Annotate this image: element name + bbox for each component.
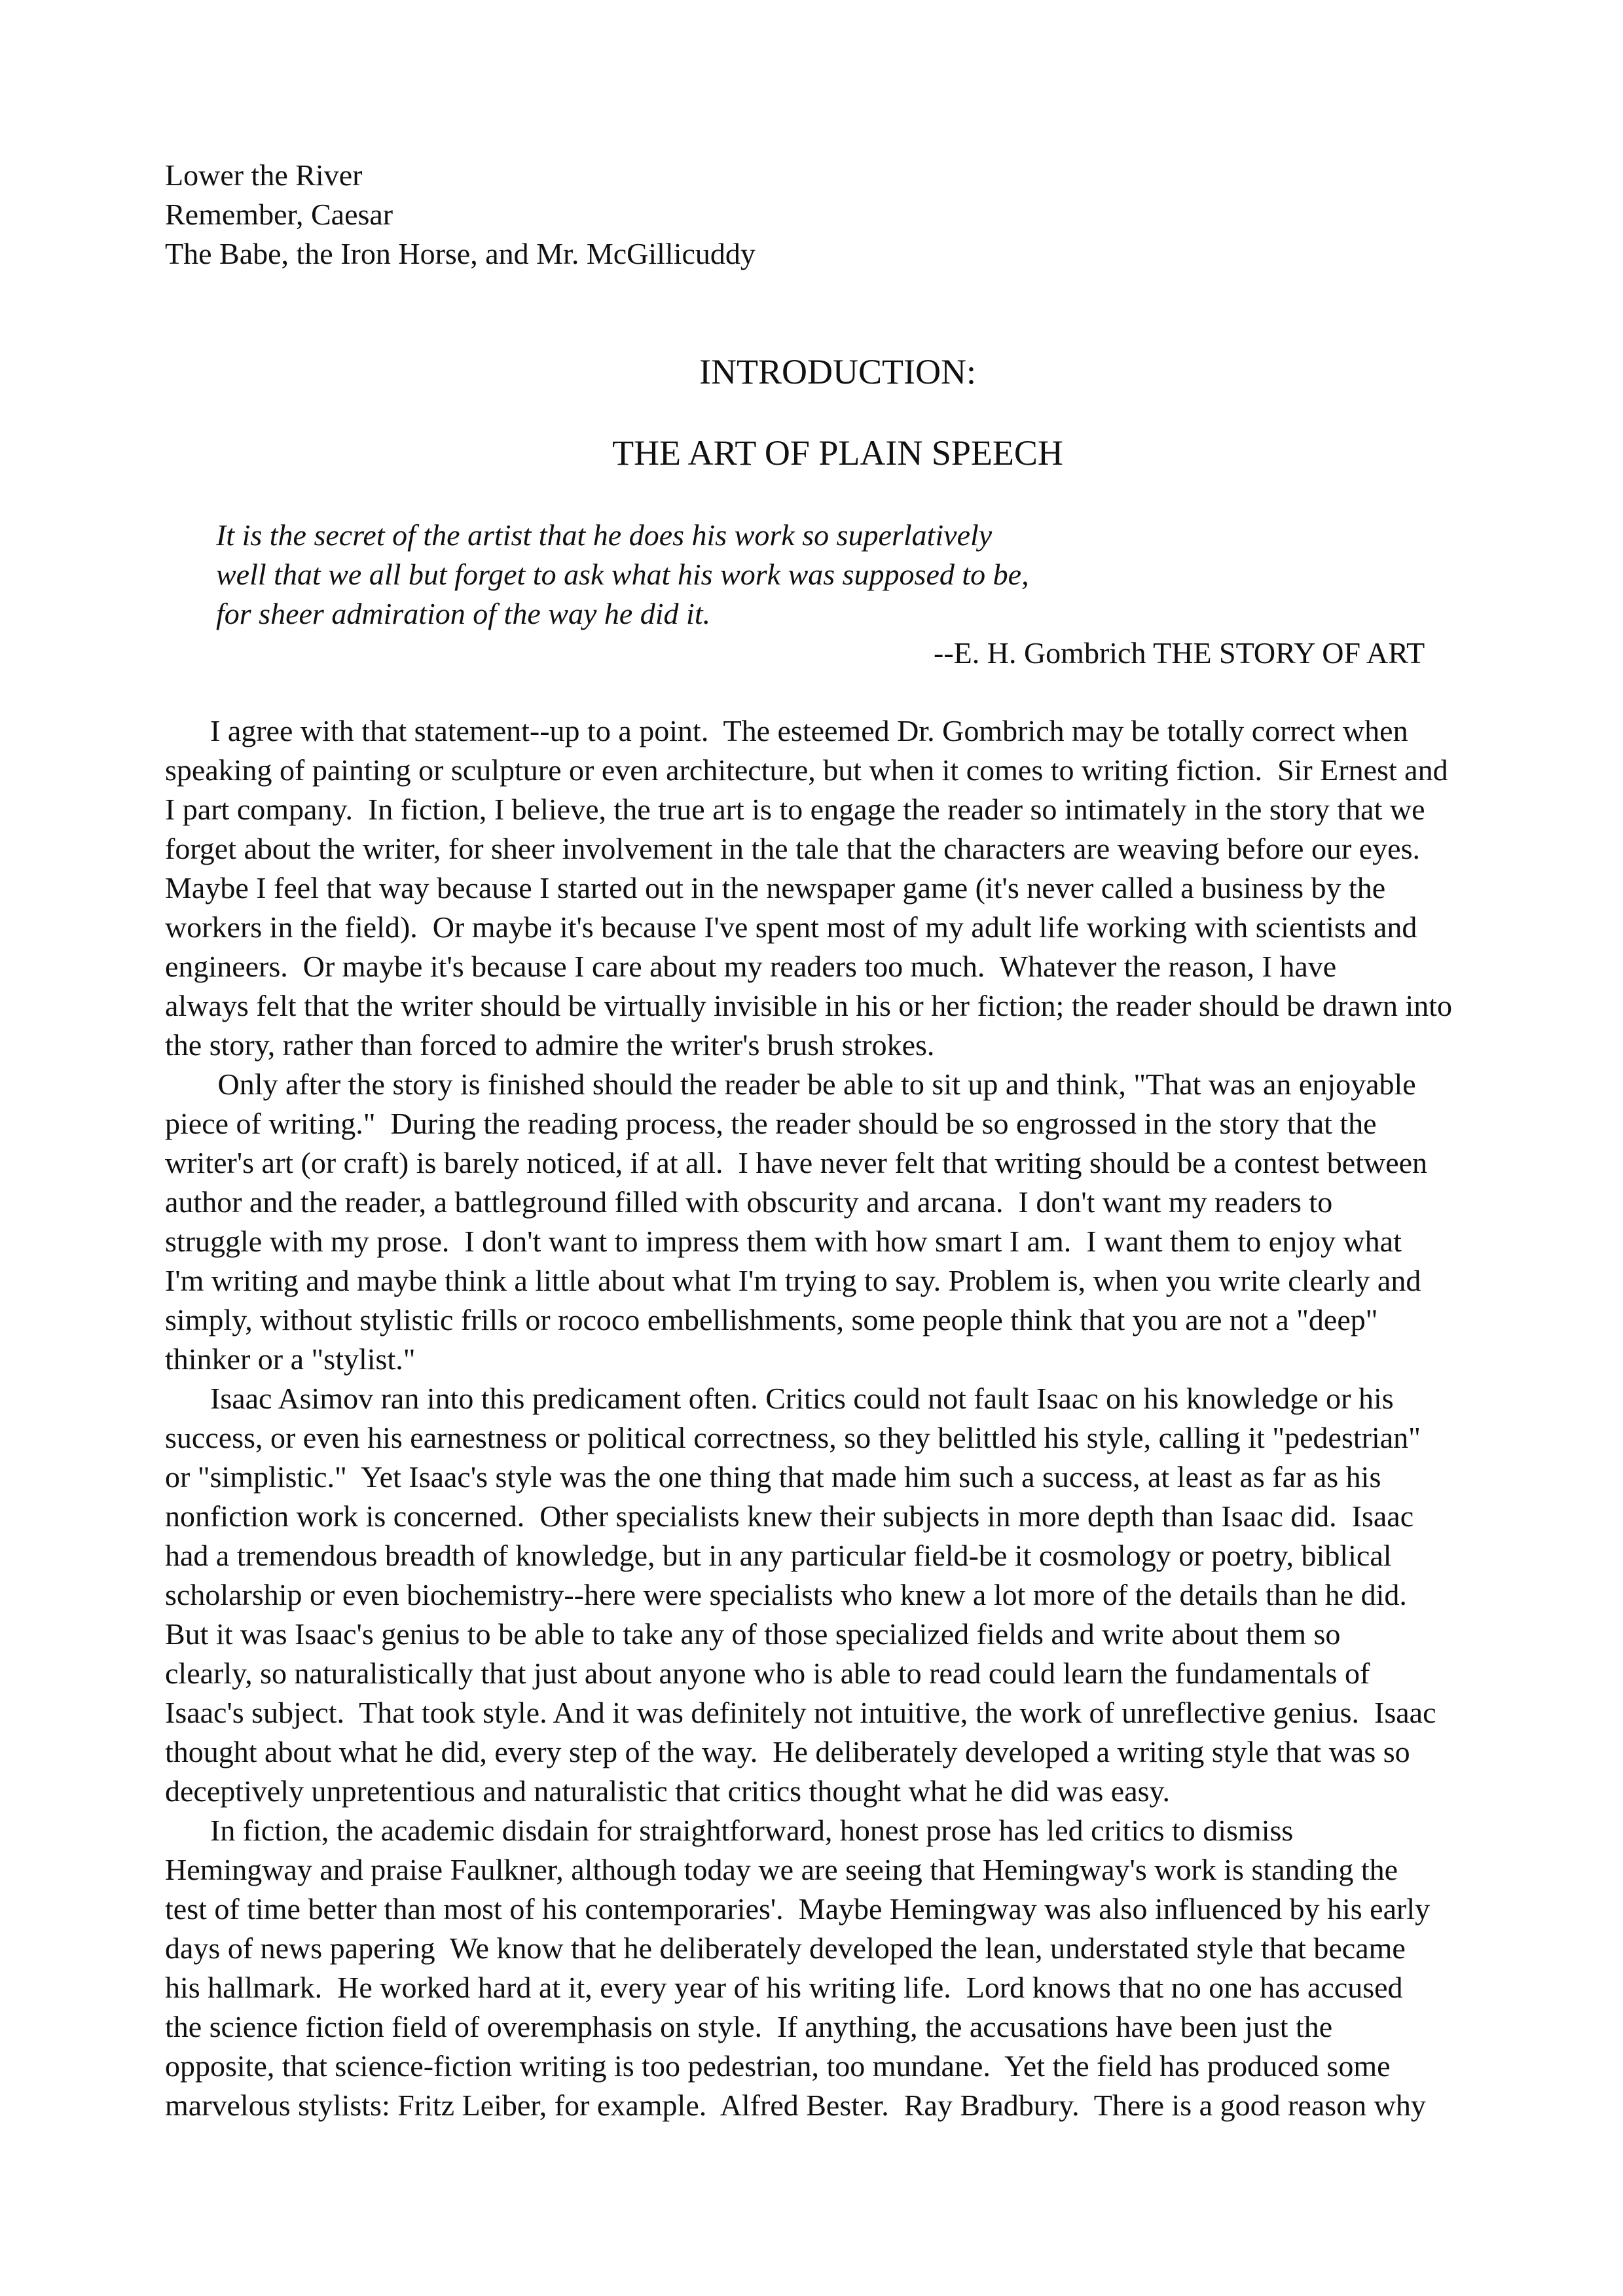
- paragraph-line: the science fiction field of overemphasis on style. If anything, the accusations have been just the: [165, 2010, 1333, 2043]
- book-title: The Babe, the Iron Horse, and Mr. McGillicuddy: [165, 237, 756, 270]
- paragraph-line: speaking of painting or sculpture or even architecture, but when it comes to writing fiction. Sir Ernest and: [165, 753, 1448, 787]
- book-title: Remember, Caesar: [165, 198, 393, 231]
- paragraph-line: thought about what he did, every step of the way. He deliberately developed a writing style that was so: [165, 1735, 1410, 1768]
- paragraph-line: struggle with my prose. I don't want to impress them with how smart I am. I want them to enjoy what: [165, 1225, 1402, 1258]
- paragraph-line: Maybe I feel that way because I started out in the newspaper game (it's never called a business by the: [165, 871, 1386, 905]
- paragraph-line: success, or even his earnestness or political correctness, so they belittled his style, calling it "pedestrian": [165, 1421, 1421, 1454]
- book-title: Lower the River: [165, 158, 363, 192]
- paragraph-line: his hallmark. He worked hard at it, every year of his writing life. Lord knows that no one has accused: [165, 1971, 1403, 2004]
- paragraph-line: had a tremendous breadth of knowledge, but in any particular field-be it cosmology or poetry, biblical: [165, 1539, 1392, 1572]
- paragraph-line: In fiction, the academic disdain for straightforward, honest prose has led critics to dismiss: [165, 1814, 1294, 1847]
- book-title-list: [165, 156, 756, 274]
- paragraph-line: always felt that the writer should be virtually invisible in his or her fiction; the reader should be drawn into: [165, 989, 1453, 1022]
- paragraph-line: opposite, that science-fiction writing is too pedestrian, too mundane. Yet the field has produced some: [165, 2049, 1391, 2083]
- paragraph-line: I part company. In fiction, I believe, the true art is to engage the reader so intimately in the story that we: [165, 793, 1425, 826]
- body-paragraph: [165, 711, 1474, 1065]
- paragraph-line: Only after the story is finished should the reader be able to sit up and think, "That was an enjoyable: [165, 1067, 1416, 1101]
- paragraph-line: I'm writing and maybe think a little about what I'm trying to say. Problem is, when you write clearly and: [165, 1264, 1421, 1297]
- paragraph-line: scholarship or even biochemistry--here were specialists who knew a lot more of the details than he did.: [165, 1578, 1407, 1611]
- paragraph-line: author and the reader, a battleground filled with obscurity and arcana. I don't want my readers to: [165, 1185, 1333, 1219]
- section-title: THE ART OF PLAIN SPEECH: [612, 433, 1063, 473]
- body-text: [165, 711, 1474, 2125]
- paragraph-line: piece of writing." During the reading process, the reader should be so engrossed in the story that the: [165, 1107, 1377, 1140]
- paragraph-line: or "simplistic." Yet Isaac's style was the one thing that made him such a success, at least as far as his: [165, 1460, 1381, 1494]
- epigraph-quote: [216, 516, 1029, 634]
- body-paragraph: [165, 1065, 1474, 1379]
- paragraph-line: Isaac's subject. That took style. And it was definitely not intuitive, the work of unreflective genius. Isaac: [165, 1696, 1436, 1729]
- paragraph-line: days of news papering We know that he deliberately developed the lean, understated style that became: [165, 1931, 1406, 1965]
- paragraph-line: forget about the writer, for sheer involvement in the tale that the characters are weaving before our eyes.: [165, 832, 1420, 865]
- paragraph-line: test of time better than most of his contemporaries'. Maybe Hemingway was also influenced by his early: [165, 1892, 1431, 1926]
- epigraph-attribution: --E. H. Gombrich THE STORY OF ART: [934, 636, 1425, 670]
- paragraph-line: writer's art (or craft) is barely noticed, if at all. I have never felt that writing should be a contest between: [165, 1146, 1428, 1179]
- paragraph-line: Hemingway and praise Faulkner, although today we are seeing that Hemingway's work is standing the: [165, 1853, 1398, 1886]
- paragraph-line: thinker or a "stylist.": [165, 1342, 416, 1376]
- section-heading: INTRODUCTION:: [699, 352, 976, 391]
- paragraph-line: marvelous stylists: Fritz Leiber, for example. Alfred Bester. Ray Bradbury. There is a good reason why: [165, 2089, 1426, 2122]
- paragraph-line: simply, without stylistic frills or rococo embellishments, some people think that you are not a "deep": [165, 1303, 1378, 1336]
- paragraph-line: nonfiction work is concerned. Other specialists knew their subjects in more depth than Isaac did. Isaac: [165, 1499, 1414, 1533]
- paragraph-line: I agree with that statement--up to a point. The esteemed Dr. Gombrich may be totally correct when: [165, 714, 1408, 747]
- paragraph-line: deceptively unpretentious and naturalistic that critics thought what he did was easy.: [165, 1774, 1171, 1808]
- body-paragraph: [165, 1811, 1474, 2125]
- paragraph-line: the story, rather than forced to admire the writer's brush strokes.: [165, 1028, 935, 1062]
- body-paragraph: [165, 1379, 1474, 1811]
- paragraph-line: workers in the field). Or maybe it's because I've spent most of my adult life working with scientists and: [165, 910, 1417, 944]
- paragraph-line: But it was Isaac's genius to be able to take any of those specialized fields and write about them so: [165, 1617, 1341, 1651]
- epigraph-line: It is the secret of the artist that he does his work so superlatively: [216, 518, 993, 552]
- paragraph-line: Isaac Asimov ran into this predicament often. Critics could not fault Isaac on his knowledge or his: [165, 1382, 1394, 1415]
- paragraph-line: engineers. Or maybe it's because I care about my readers too much. Whatever the reason, I have: [165, 950, 1337, 983]
- epigraph-line: well that we all but forget to ask what his work was supposed to be,: [216, 558, 1029, 591]
- epigraph-line: for sheer admiration of the way he did it.: [216, 597, 711, 630]
- paragraph-line: clearly, so naturalistically that just about anyone who is able to read could learn the fundamentals of: [165, 1657, 1370, 1690]
